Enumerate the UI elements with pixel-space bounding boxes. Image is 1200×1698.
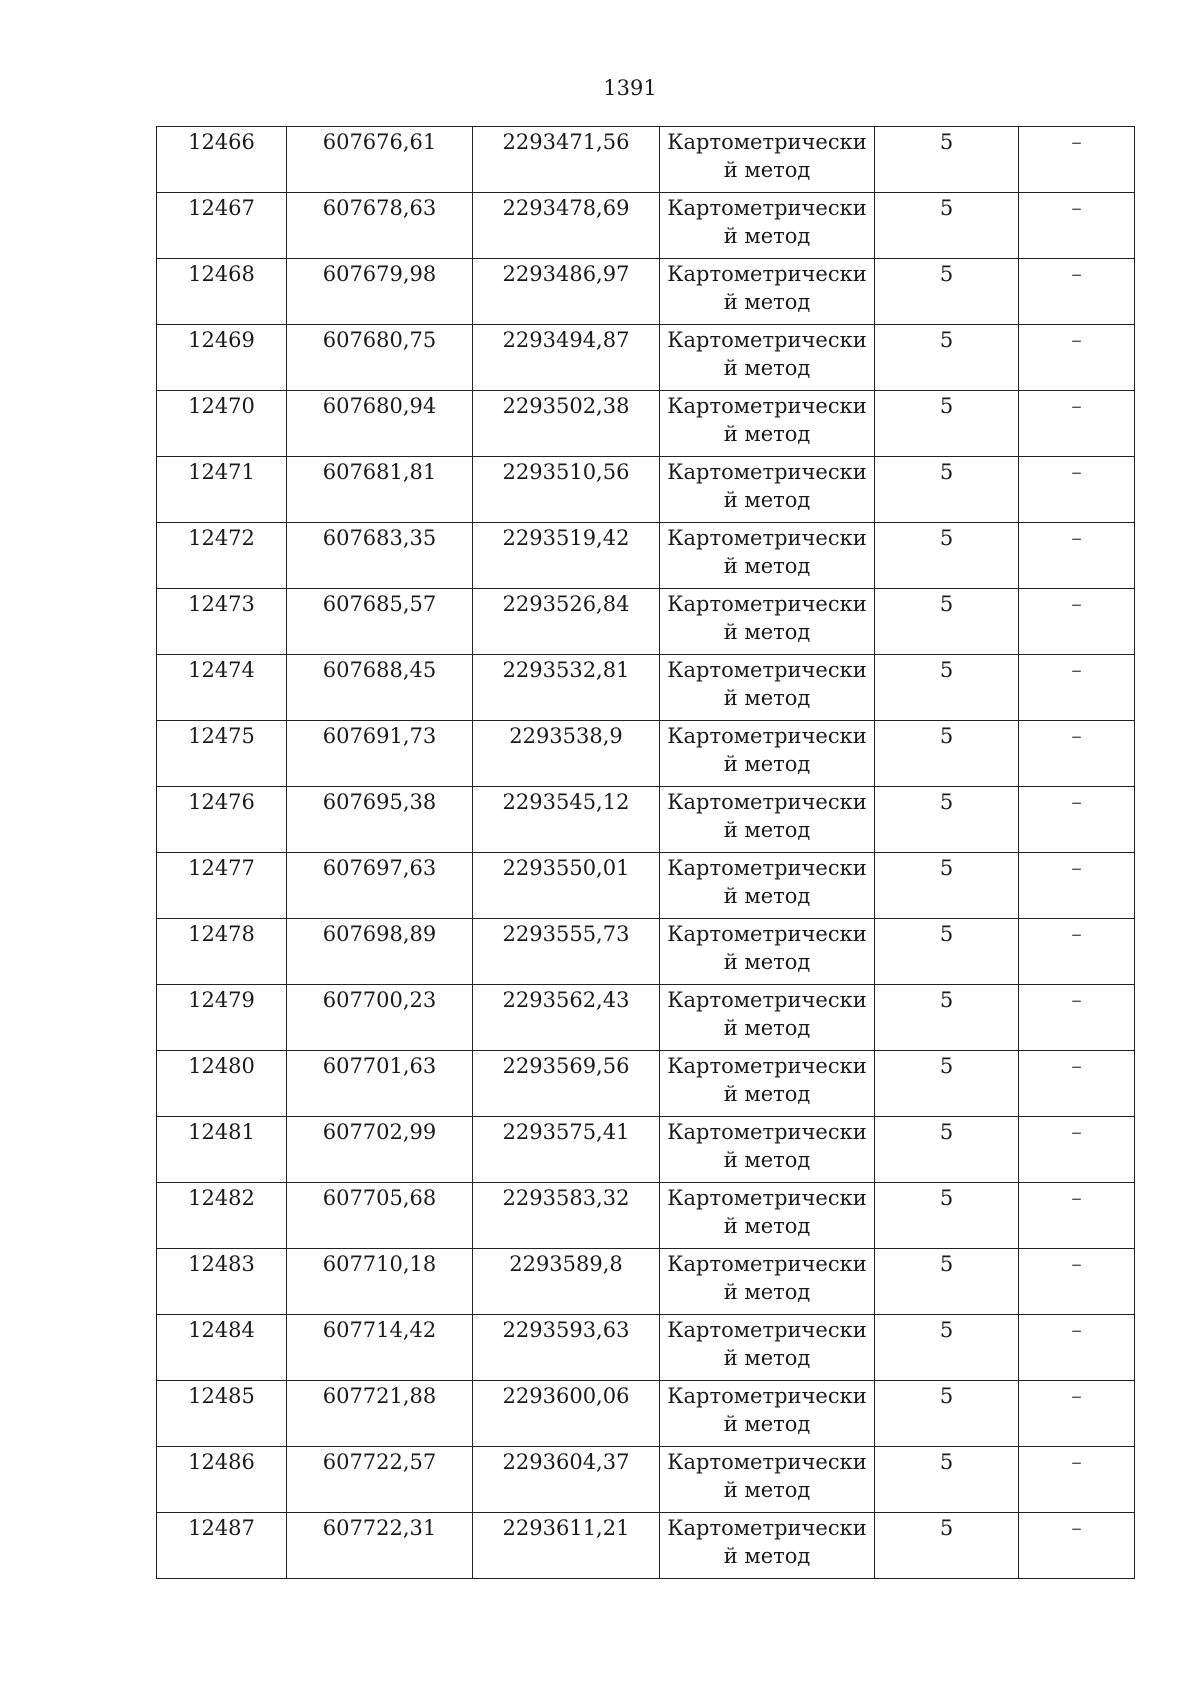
note-cell: – — [1019, 655, 1135, 721]
point-number-cell: 12478 — [157, 919, 287, 985]
note-cell: – — [1019, 325, 1135, 391]
table-row — [157, 259, 1135, 325]
note-cell: – — [1019, 259, 1135, 325]
table-row — [157, 787, 1135, 853]
y-coordinate-cell: 2293519,42 — [473, 523, 660, 589]
y-coordinate-cell: 2293593,63 — [473, 1315, 660, 1381]
method-cell: Картометрически й метод — [660, 919, 875, 985]
point-number-cell: 12486 — [157, 1447, 287, 1513]
y-coordinate-cell: 2293494,87 — [473, 325, 660, 391]
table-row — [157, 457, 1135, 523]
note-cell: – — [1019, 985, 1135, 1051]
method-cell: Картометрически й метод — [660, 1249, 875, 1315]
point-number-cell: 12471 — [157, 457, 287, 523]
method-cell: Картометрически й метод — [660, 391, 875, 457]
x-coordinate-cell: 607710,18 — [287, 1249, 473, 1315]
accuracy-cell: 5 — [875, 457, 1019, 523]
x-coordinate-cell: 607678,63 — [287, 193, 473, 259]
x-coordinate-cell: 607680,94 — [287, 391, 473, 457]
method-cell: Картометрически й метод — [660, 127, 875, 193]
method-cell: Картометрически й метод — [660, 193, 875, 259]
note-cell: – — [1019, 193, 1135, 259]
x-coordinate-cell: 607695,38 — [287, 787, 473, 853]
x-coordinate-cell: 607697,63 — [287, 853, 473, 919]
accuracy-cell: 5 — [875, 1315, 1019, 1381]
point-number-cell: 12482 — [157, 1183, 287, 1249]
point-number-cell: 12479 — [157, 985, 287, 1051]
note-cell: – — [1019, 1447, 1135, 1513]
point-number-cell: 12477 — [157, 853, 287, 919]
table-row — [157, 127, 1135, 193]
x-coordinate-cell: 607701,63 — [287, 1051, 473, 1117]
note-cell: – — [1019, 1051, 1135, 1117]
note-cell: – — [1019, 391, 1135, 457]
y-coordinate-cell: 2293555,73 — [473, 919, 660, 985]
coordinates-table-body — [157, 127, 1135, 1579]
accuracy-cell: 5 — [875, 787, 1019, 853]
accuracy-cell: 5 — [875, 985, 1019, 1051]
accuracy-cell: 5 — [875, 655, 1019, 721]
accuracy-cell: 5 — [875, 1513, 1019, 1579]
x-coordinate-cell: 607700,23 — [287, 985, 473, 1051]
point-number-cell: 12470 — [157, 391, 287, 457]
accuracy-cell: 5 — [875, 391, 1019, 457]
note-cell: – — [1019, 721, 1135, 787]
method-cell: Картометрически й метод — [660, 1051, 875, 1117]
point-number-cell: 12469 — [157, 325, 287, 391]
y-coordinate-cell: 2293575,41 — [473, 1117, 660, 1183]
point-number-cell: 12476 — [157, 787, 287, 853]
x-coordinate-cell: 607683,35 — [287, 523, 473, 589]
table-row — [157, 1381, 1135, 1447]
table-row — [157, 391, 1135, 457]
method-cell: Картометрически й метод — [660, 1513, 875, 1579]
accuracy-cell: 5 — [875, 589, 1019, 655]
table-row — [157, 919, 1135, 985]
method-cell: Картометрически й метод — [660, 655, 875, 721]
accuracy-cell: 5 — [875, 919, 1019, 985]
table-row — [157, 985, 1135, 1051]
point-number-cell: 12480 — [157, 1051, 287, 1117]
accuracy-cell: 5 — [875, 259, 1019, 325]
point-number-cell: 12473 — [157, 589, 287, 655]
y-coordinate-cell: 2293545,12 — [473, 787, 660, 853]
accuracy-cell: 5 — [875, 1117, 1019, 1183]
y-coordinate-cell: 2293604,37 — [473, 1447, 660, 1513]
accuracy-cell: 5 — [875, 127, 1019, 193]
table-row — [157, 853, 1135, 919]
note-cell: – — [1019, 787, 1135, 853]
table-row — [157, 1117, 1135, 1183]
y-coordinate-cell: 2293486,97 — [473, 259, 660, 325]
accuracy-cell: 5 — [875, 853, 1019, 919]
point-number-cell: 12468 — [157, 259, 287, 325]
method-cell: Картометрически й метод — [660, 259, 875, 325]
table-row — [157, 1513, 1135, 1579]
table-row — [157, 1447, 1135, 1513]
y-coordinate-cell: 2293569,56 — [473, 1051, 660, 1117]
point-number-cell: 12475 — [157, 721, 287, 787]
note-cell: – — [1019, 1381, 1135, 1447]
y-coordinate-cell: 2293550,01 — [473, 853, 660, 919]
x-coordinate-cell: 607698,89 — [287, 919, 473, 985]
accuracy-cell: 5 — [875, 721, 1019, 787]
accuracy-cell: 5 — [875, 1249, 1019, 1315]
x-coordinate-cell: 607714,42 — [287, 1315, 473, 1381]
note-cell: – — [1019, 1513, 1135, 1579]
y-coordinate-cell: 2293526,84 — [473, 589, 660, 655]
accuracy-cell: 5 — [875, 1381, 1019, 1447]
y-coordinate-cell: 2293478,69 — [473, 193, 660, 259]
y-coordinate-cell: 2293583,32 — [473, 1183, 660, 1249]
method-cell: Картометрически й метод — [660, 589, 875, 655]
accuracy-cell: 5 — [875, 1447, 1019, 1513]
table-row — [157, 655, 1135, 721]
table-row — [157, 193, 1135, 259]
y-coordinate-cell: 2293589,8 — [473, 1249, 660, 1315]
point-number-cell: 12484 — [157, 1315, 287, 1381]
point-number-cell: 12466 — [157, 127, 287, 193]
x-coordinate-cell: 607676,61 — [287, 127, 473, 193]
method-cell: Картометрически й метод — [660, 1117, 875, 1183]
table-row — [157, 721, 1135, 787]
table-row — [157, 1315, 1135, 1381]
method-cell: Картометрически й метод — [660, 457, 875, 523]
point-number-cell: 12472 — [157, 523, 287, 589]
x-coordinate-cell: 607681,81 — [287, 457, 473, 523]
x-coordinate-cell: 607680,75 — [287, 325, 473, 391]
point-number-cell: 12487 — [157, 1513, 287, 1579]
table-row — [157, 589, 1135, 655]
y-coordinate-cell: 2293502,38 — [473, 391, 660, 457]
x-coordinate-cell: 607722,57 — [287, 1447, 473, 1513]
accuracy-cell: 5 — [875, 1183, 1019, 1249]
table-row — [157, 1051, 1135, 1117]
accuracy-cell: 5 — [875, 523, 1019, 589]
method-cell: Картометрически й метод — [660, 325, 875, 391]
note-cell: – — [1019, 919, 1135, 985]
point-number-cell: 12483 — [157, 1249, 287, 1315]
page-number: 1391 — [603, 76, 657, 100]
y-coordinate-cell: 2293532,81 — [473, 655, 660, 721]
y-coordinate-cell: 2293471,56 — [473, 127, 660, 193]
method-cell: Картометрически й метод — [660, 721, 875, 787]
note-cell: – — [1019, 457, 1135, 523]
x-coordinate-cell: 607721,88 — [287, 1381, 473, 1447]
coordinates-table — [156, 126, 1135, 1579]
y-coordinate-cell: 2293611,21 — [473, 1513, 660, 1579]
note-cell: – — [1019, 523, 1135, 589]
y-coordinate-cell: 2293538,9 — [473, 721, 660, 787]
accuracy-cell: 5 — [875, 1051, 1019, 1117]
point-number-cell: 12474 — [157, 655, 287, 721]
method-cell: Картометрически й метод — [660, 1381, 875, 1447]
y-coordinate-cell: 2293600,06 — [473, 1381, 660, 1447]
y-coordinate-cell: 2293510,56 — [473, 457, 660, 523]
note-cell: – — [1019, 589, 1135, 655]
x-coordinate-cell: 607679,98 — [287, 259, 473, 325]
x-coordinate-cell: 607685,57 — [287, 589, 473, 655]
accuracy-cell: 5 — [875, 193, 1019, 259]
point-number-cell: 12481 — [157, 1117, 287, 1183]
method-cell: Картометрически й метод — [660, 1447, 875, 1513]
point-number-cell: 12467 — [157, 193, 287, 259]
method-cell: Картометрически й метод — [660, 853, 875, 919]
method-cell: Картометрически й метод — [660, 1183, 875, 1249]
table-row — [157, 325, 1135, 391]
table-row — [157, 523, 1135, 589]
note-cell: – — [1019, 1315, 1135, 1381]
method-cell: Картометрически й метод — [660, 787, 875, 853]
x-coordinate-cell: 607688,45 — [287, 655, 473, 721]
method-cell: Картометрически й метод — [660, 1315, 875, 1381]
x-coordinate-cell: 607722,31 — [287, 1513, 473, 1579]
x-coordinate-cell: 607691,73 — [287, 721, 473, 787]
table-row — [157, 1249, 1135, 1315]
note-cell: – — [1019, 1117, 1135, 1183]
note-cell: – — [1019, 1249, 1135, 1315]
table-row — [157, 1183, 1135, 1249]
x-coordinate-cell: 607705,68 — [287, 1183, 473, 1249]
y-coordinate-cell: 2293562,43 — [473, 985, 660, 1051]
x-coordinate-cell: 607702,99 — [287, 1117, 473, 1183]
point-number-cell: 12485 — [157, 1381, 287, 1447]
note-cell: – — [1019, 853, 1135, 919]
note-cell: – — [1019, 1183, 1135, 1249]
method-cell: Картометрически й метод — [660, 985, 875, 1051]
accuracy-cell: 5 — [875, 325, 1019, 391]
note-cell: – — [1019, 127, 1135, 193]
method-cell: Картометрически й метод — [660, 523, 875, 589]
